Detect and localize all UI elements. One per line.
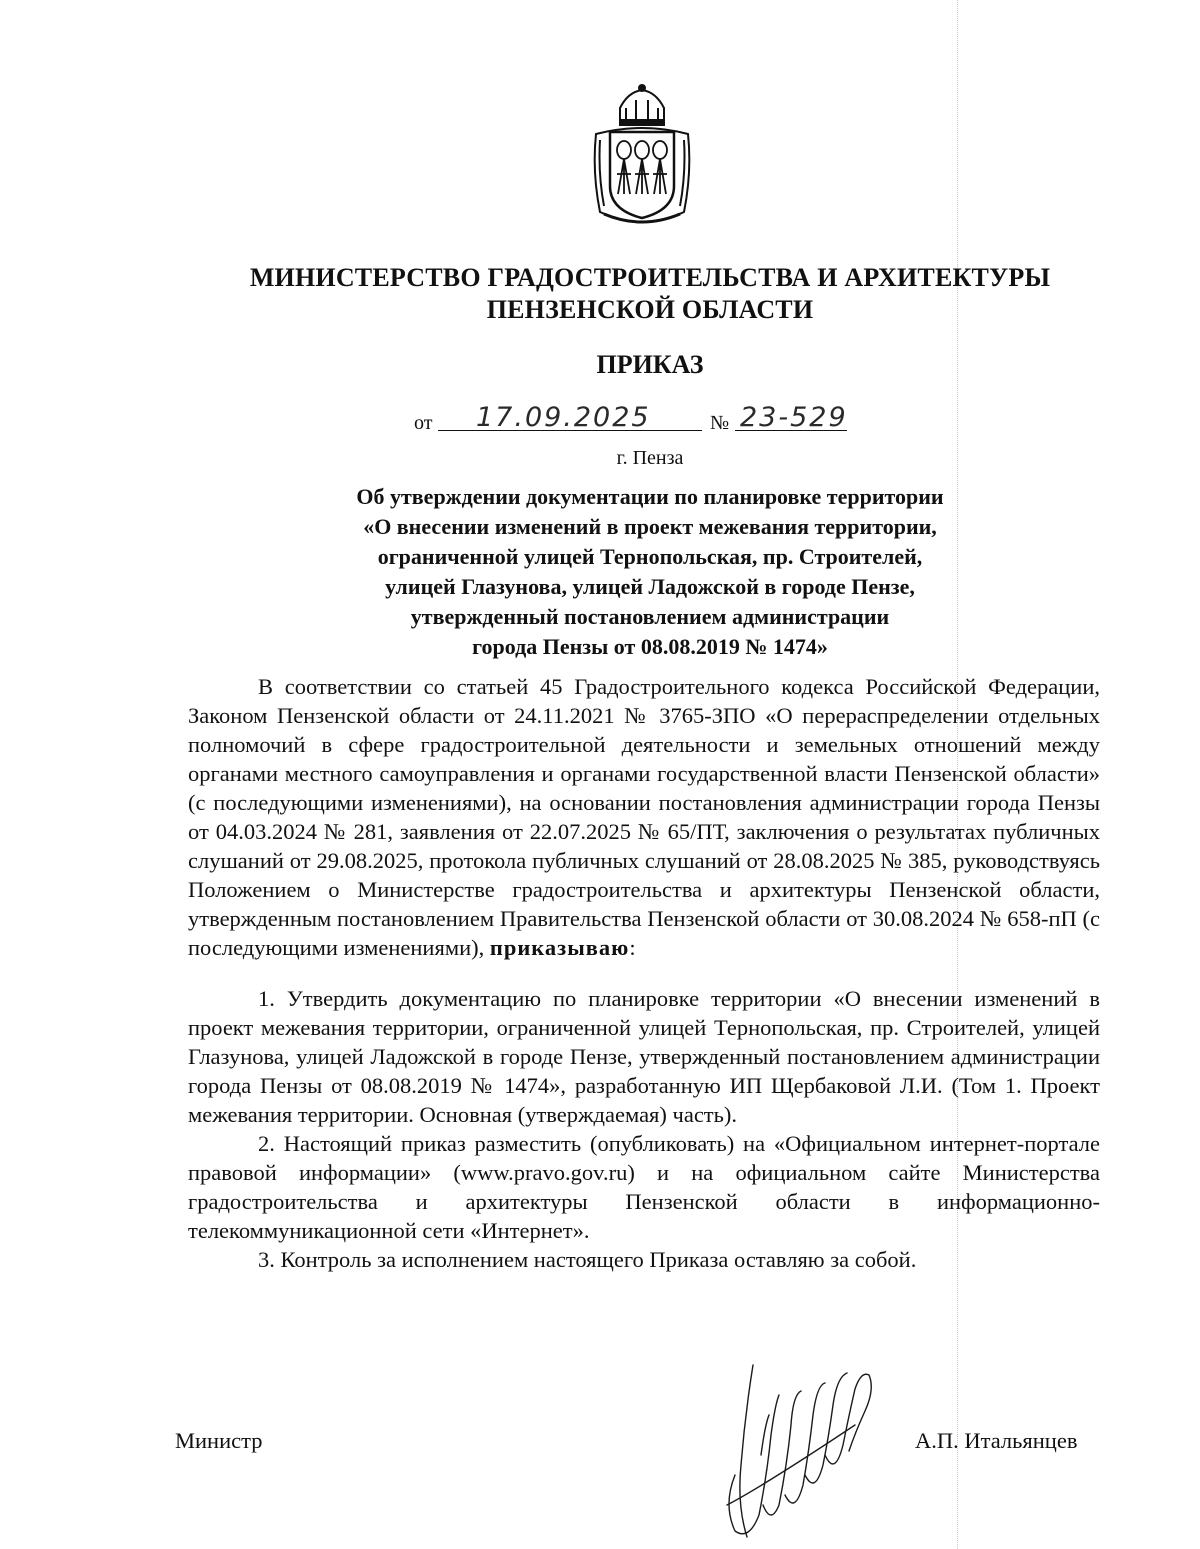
preamble-paragraph	[188, 672, 1100, 962]
date-label: от	[414, 412, 433, 434]
number-value: 23-529	[740, 402, 848, 433]
coat-of-arms-icon	[590, 82, 694, 232]
number-label: №	[710, 412, 730, 434]
ministry-line-1: МИНИСТЕРСТВО ГРАДОСТРОИТЕЛЬСТВА И АРХИТЕКТУРЫ	[249, 263, 1051, 292]
signatory-title: Министр	[175, 1428, 263, 1453]
order-colon: :	[629, 935, 636, 960]
city: г. Пенза	[616, 447, 684, 469]
ministry-name	[150, 262, 1150, 326]
ministry-line-2: ПЕНЗЕНСКОЙ ОБЛАСТИ	[486, 295, 814, 324]
order-body	[188, 672, 1100, 1274]
order-word: приказываю	[489, 935, 630, 960]
document-type: ПРИКАЗ	[596, 350, 704, 379]
preamble-text: В соответствии со статьей 45 Градостроительного кодекса Российской Федерации, Законом Пензенской области от 24.11.2021 № 3765-ЗПО «О перераспределении отдельных полномочий в сфере градостроительной деятельности и земельных отношений между органами местного самоуправления и органами государственной власти Пензенской области» (с последующими изменениями), на основании постановления администрации города Пензы от 04.03.2024 № 281, заявления от 22.07.2025 № 65/ПТ, заключения о результатах публичных слушаний от 29.08.2025, протокола публичных слушаний от 28.08.2025 № 385, руководствуясь Положением о Министерстве градостроительства и архитектуры Пензенской области, утвержденным постановлением Правительства Пензенской области от 30.08.2024 № 658-пП (с последующими изменениями),	[188, 674, 1100, 960]
subject-line-2: «О внесении изменений в проект межевания территории,	[363, 514, 937, 539]
subject-line-1: Об утверждении документации по планировке территории	[356, 484, 944, 509]
subject-line-6: города Пензы от 08.08.2019 № 1474»	[472, 634, 828, 659]
order-item-2: 2. Настоящий приказ разместить (опубликовать) на «Официальном интернет-портале правовой информации» (www.pravo.gov.ru) и на официальном сайте Министерства градостроительства и архитектуры Пензенской области в информационно-телекоммуникационной сети «Интернет».	[188, 1131, 1100, 1243]
subject-line-3: ограниченной улицей Тернопольская, пр. Строителей,	[377, 544, 923, 569]
subject-line-4: улицей Глазунова, улицей Ладожской в городе Пензе,	[385, 574, 915, 599]
order-item-3: 3. Контроль за исполнением настоящего Приказа оставляю за собой.	[258, 1247, 917, 1272]
handwritten-signature	[705, 1355, 885, 1545]
subject-line-5: утвержденный постановлением администрации	[410, 604, 890, 629]
order-item-1: 1. Утвердить документацию по планировке территории «О внесении изменений в проект межевания территории, ограниченной улицей Тернопольская, пр. Строителей, улицей Глазунова, улицей Ладожской в городе Пензе, утвержденный постановлением администрации города Пензы от 08.08.2019 № 1474», разработанную ИП Щербаковой Л.И. (Том 1. Проект межевания территории. Основная (утверждаемая) часть).	[188, 986, 1100, 1127]
signatory-name: А.П. Итальянцев	[915, 1428, 1078, 1453]
order-subject	[180, 482, 1120, 662]
date-number-line	[380, 402, 900, 436]
date-value: 17.09.2025	[476, 402, 651, 433]
